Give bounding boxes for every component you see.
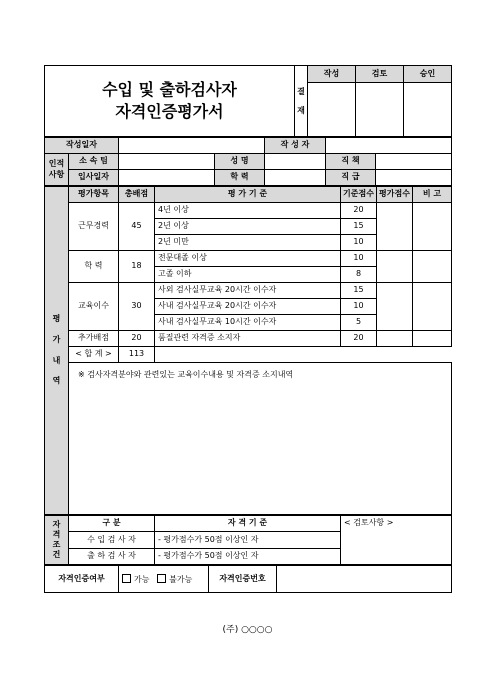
- eval-item: 교육이수: [69, 283, 119, 331]
- approval-sign-write[interactable]: [308, 83, 356, 137]
- eval-note-area[interactable]: [69, 363, 452, 515]
- certification-number-label: 자격인증번호: [209, 566, 277, 593]
- personal-info-label: 인적 사항: [45, 154, 69, 186]
- pass-checkbox[interactable]: [122, 575, 149, 584]
- eval-header-total: 총배점: [119, 187, 155, 203]
- checkbox-icon: [157, 574, 166, 583]
- eval-note-text: ※ 검사자격분야와 관련있는 교육이수내용 및 자격증 소지내역: [78, 370, 294, 379]
- position-field[interactable]: [376, 154, 452, 170]
- dept-field[interactable]: [119, 154, 215, 170]
- writer-label: 작 성 자: [265, 138, 326, 154]
- join-date-field[interactable]: [119, 170, 215, 186]
- written-date-label: 작성일자: [45, 138, 119, 154]
- eval-item: 근무경력: [69, 203, 119, 251]
- meta-block: [44, 137, 452, 186]
- pass-label: 가능: [134, 574, 150, 584]
- form-title-line2: 자격인증평가서: [115, 102, 224, 121]
- eval-header-base: 기준점수: [341, 187, 377, 203]
- evaluation-form: [44, 65, 451, 593]
- eval-side-label: 평 가 내 역: [45, 187, 69, 515]
- evaluation-table: [44, 186, 452, 515]
- eval-header-item: 평가항목: [69, 187, 119, 203]
- qual-review-notes[interactable]: [341, 516, 452, 565]
- eval-sum-blank: [155, 347, 452, 363]
- eval-total: 18: [119, 251, 155, 283]
- qual-criteria: - 평가점수가 50점 이상인 자: [155, 548, 341, 564]
- eval-header-criteria: 평 가 기 준: [155, 187, 341, 203]
- education-label: 학 력: [215, 170, 265, 186]
- title-block: [44, 65, 452, 137]
- eval-score-field[interactable]: [377, 251, 413, 283]
- qualification-table: [44, 515, 452, 565]
- approval-label: 결 재: [295, 66, 308, 137]
- eval-remark-field[interactable]: [413, 203, 452, 251]
- eval-sum-total: 113: [119, 347, 155, 363]
- eval-score-field[interactable]: [377, 203, 413, 251]
- eval-criteria: 품질관련 자격증 소지자: [155, 331, 341, 347]
- eval-sum-label: < 합 계 >: [69, 347, 119, 363]
- grade-label: 직 급: [326, 170, 376, 186]
- form-title-line1: 수입 및 출하검사자: [102, 80, 237, 100]
- qual-review-label: < 검토사항 >: [344, 518, 394, 527]
- eval-base-score: 10: [341, 235, 377, 251]
- certification-label: 자격인증여부: [45, 566, 119, 593]
- eval-criteria: 사내 검사실무교육 10시간 이수자: [155, 315, 341, 331]
- eval-remark-field[interactable]: [413, 251, 452, 283]
- eval-base-score: 20: [341, 203, 377, 219]
- eval-total: 45: [119, 203, 155, 251]
- eval-total: 30: [119, 283, 155, 331]
- eval-base-score: 5: [341, 315, 377, 331]
- eval-total: 20: [119, 331, 155, 347]
- eval-base-score: 10: [341, 251, 377, 267]
- eval-criteria: 4년 이상: [155, 203, 341, 219]
- grade-field[interactable]: [376, 170, 452, 186]
- fail-checkbox[interactable]: [157, 575, 192, 584]
- position-label: 직 책: [326, 154, 376, 170]
- eval-base-score: 15: [341, 283, 377, 299]
- eval-header-remark: 비 고: [413, 187, 452, 203]
- eval-score-field[interactable]: [377, 331, 413, 347]
- eval-header-score: 평가점수: [377, 187, 413, 203]
- form-title: [45, 66, 295, 137]
- approval-col-review: 검토: [356, 66, 404, 83]
- qual-header-class: 구 분: [69, 516, 155, 532]
- written-date-field[interactable]: [119, 138, 265, 154]
- approval-col-approve: 승인: [404, 66, 452, 83]
- eval-base-score: 8: [341, 267, 377, 283]
- footer-company: (주) ○○○○: [222, 625, 273, 635]
- eval-base-score: 20: [341, 331, 377, 347]
- qual-class: 수 입 검 사 자: [69, 532, 155, 548]
- dept-label: 소 속 팀: [69, 154, 119, 170]
- eval-criteria: 사내 검사실무교육 20시간 이수자: [155, 299, 341, 315]
- certification-options: [119, 566, 209, 593]
- eval-item: 추가배점: [69, 331, 119, 347]
- eval-criteria: 2년 이상: [155, 219, 341, 235]
- name-field[interactable]: [265, 154, 326, 170]
- name-label: 성 명: [215, 154, 265, 170]
- approval-sign-review[interactable]: [356, 83, 404, 137]
- eval-criteria: 2년 미만: [155, 235, 341, 251]
- eval-remark-field[interactable]: [413, 331, 452, 347]
- qual-class: 출 하 검 사 자: [69, 548, 155, 564]
- checkbox-icon: [122, 574, 131, 583]
- certification-number-field[interactable]: [277, 566, 452, 593]
- eval-criteria: 고졸 이하: [155, 267, 341, 283]
- qual-side-label: 자 격 조 건: [45, 516, 69, 565]
- writer-field[interactable]: [326, 138, 452, 154]
- qual-criteria: - 평가점수가 50점 이상인 자: [155, 532, 341, 548]
- result-table: [44, 565, 452, 593]
- eval-score-field[interactable]: [377, 283, 413, 331]
- approval-sign-approve[interactable]: [404, 83, 452, 137]
- eval-base-score: 10: [341, 299, 377, 315]
- eval-item: 학 력: [69, 251, 119, 283]
- qual-header-criteria: 자 격 기 준: [155, 516, 341, 532]
- eval-remark-field[interactable]: [413, 283, 452, 331]
- eval-criteria: 전문대졸 이상: [155, 251, 341, 267]
- fail-label: 불가능: [169, 574, 193, 584]
- eval-base-score: 15: [341, 219, 377, 235]
- education-field[interactable]: [265, 170, 326, 186]
- join-date-label: 입사일자: [69, 170, 119, 186]
- eval-criteria: 사외 검사실무교육 20시간 이수자: [155, 283, 341, 299]
- approval-col-write: 작성: [308, 66, 356, 83]
